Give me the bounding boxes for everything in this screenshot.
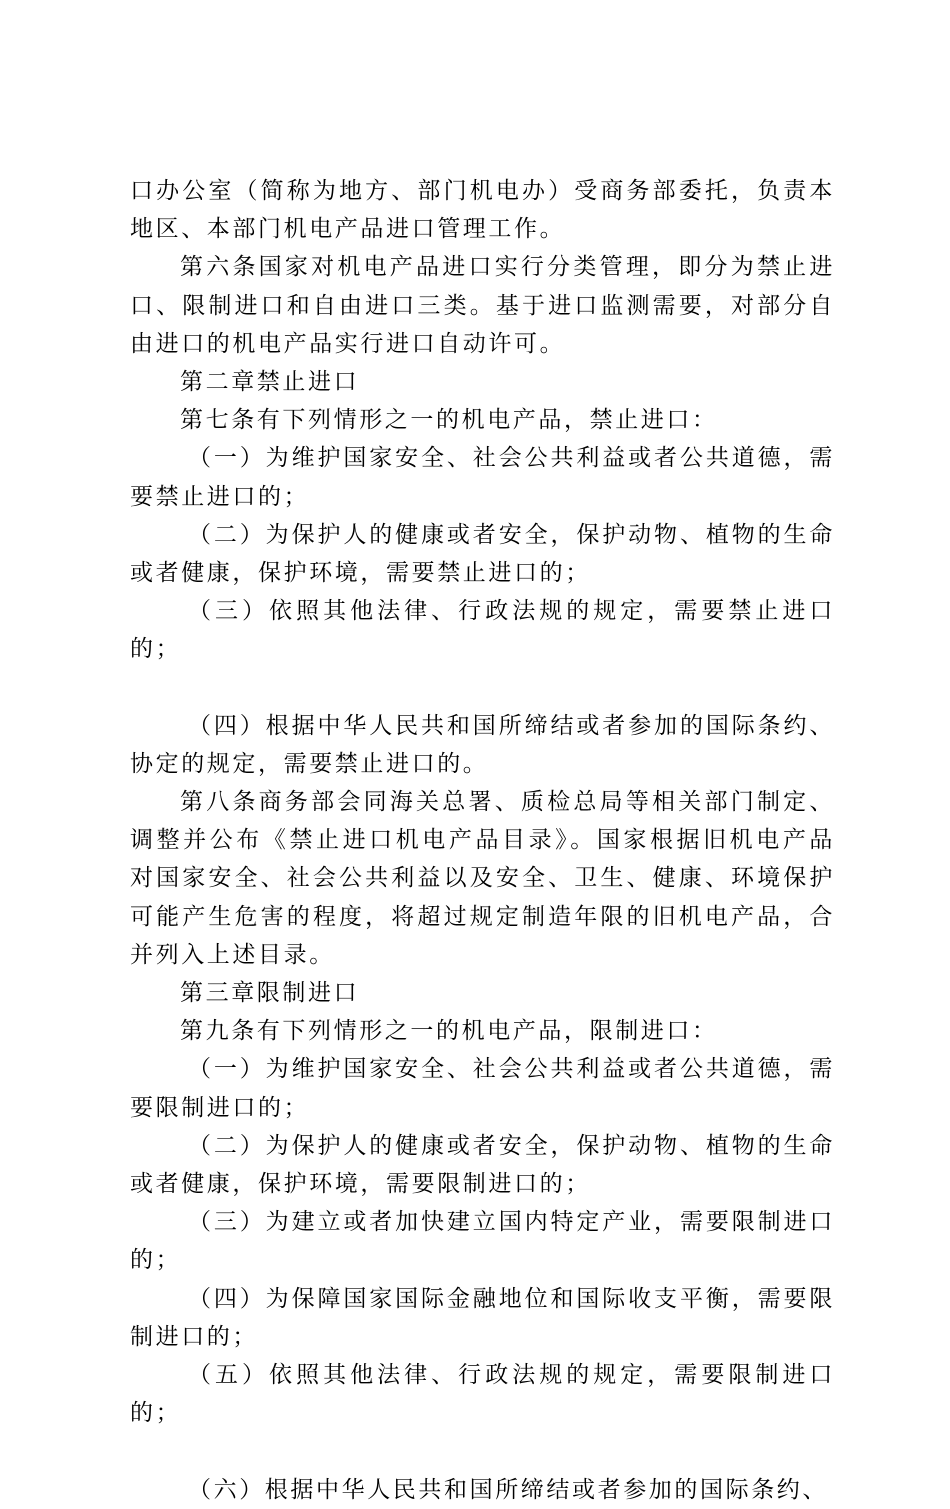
paragraph-article-9: 第九条有下列情形之一的机电产品，限制进口：: [180, 1018, 718, 1045]
paragraph-article-6: 第六条国家对机电产品进口实行分类管理，即分为禁止进口、限制进口和自由进口三类。基于进口监测需要，对部分自由进口的机电产品实行进口自动许可。: [130, 254, 835, 357]
article-9-item-3: （三）为建立或者加快建立国内特定产业，需要限制进口的；: [130, 1209, 835, 1274]
article-9-item-5: （五）依照其他法律、行政法规的规定，需要限制进口的；: [130, 1362, 835, 1427]
article-9-item-4: （四）为保障国家国际金融地位和国际收支平衡，需要限制进口的；: [130, 1285, 835, 1350]
paragraph-article-8: 第八条商务部会同海关总署、质检总局等相关部门制定、调整并公布《禁止进口机电产品目录》。国家根据旧机电产品对国家安全、社会公共利益以及安全、卫生、健康、环境保护可能产生危害的程度，将超过规定制造年限的旧机电产品，合并列入上述目录。: [130, 789, 835, 968]
article-7-item-1: （一）为维护国家安全、社会公共利益或者公共道德，需要禁止进口的；: [130, 445, 835, 510]
document-body: [130, 172, 835, 1509]
chapter-2-heading: 第二章禁止进口: [180, 369, 360, 396]
article-9-item-1: （一）为维护国家安全、社会公共利益或者公共道德，需要限制进口的；: [130, 1056, 835, 1121]
paragraph-article-7: 第七条有下列情形之一的机电产品，禁止进口：: [180, 407, 718, 434]
article-7-item-2: （二）为保护人的健康或者安全，保护动物、植物的生命或者健康，保护环境，需要禁止进口的；: [130, 521, 835, 587]
chapter-3-heading: 第三章限制进口: [180, 980, 360, 1007]
paragraph-office-duties: 口办公室（简称为地方、部门机电办）受商务部委托，负责本地区、本部门机电产品进口管理工作。: [130, 178, 835, 243]
article-7-item-4: （四）根据中华人民共和国所缔结或者参加的国际条约、协定的规定，需要禁止进口的。: [130, 712, 835, 777]
article-7-item-3: （三）依照其他法律、行政法规的规定，需要禁止进口的；: [130, 598, 835, 663]
article-9-item-2: （二）为保护人的健康或者安全，保护动物、植物的生命或者健康，保护环境，需要限制进口的；: [130, 1132, 835, 1198]
article-9-item-6: （六）根据中华人民共和国所缔结或者参加的国际条约、: [188, 1476, 828, 1503]
